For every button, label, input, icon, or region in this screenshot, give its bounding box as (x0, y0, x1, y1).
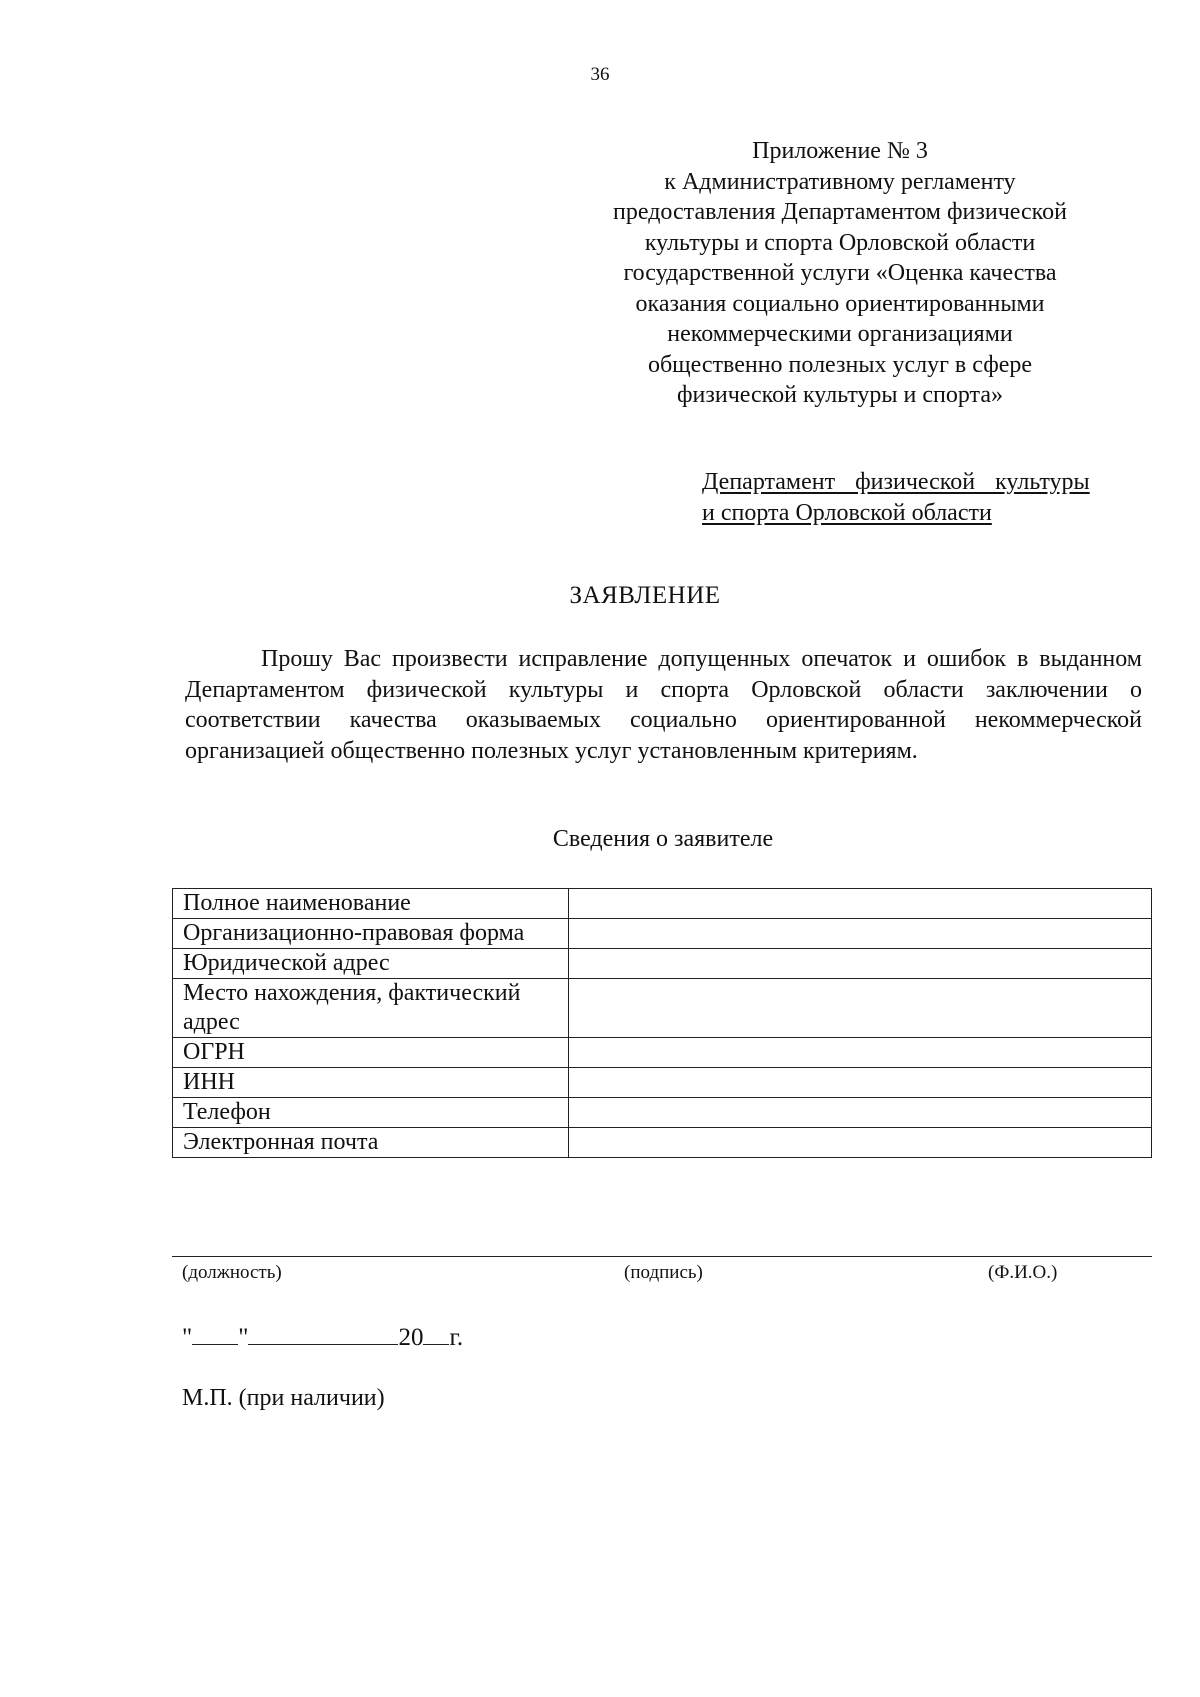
date-line (182, 1322, 463, 1352)
request-text: Прошу Вас произвести исправление допущенных опечаток и ошибок в выданном Департаментом физической культуры и спорта Орловской области заключении о соответствии качества оказываемых социально ориентированной некоммерческой организацией общественно полезных услуг установленным критериям. (185, 646, 1142, 764)
row-label: Телефон (173, 1098, 569, 1128)
row-label: ОГРН (173, 1038, 569, 1068)
row-value-field[interactable] (569, 979, 1152, 1038)
year-blank[interactable] (423, 1322, 449, 1345)
appendix-line: оказания социально ориентированными (635, 290, 1045, 317)
addressee-line: и спорта Орловской области (702, 500, 992, 526)
table-row (173, 1098, 1152, 1128)
appendix-header (600, 136, 1080, 411)
row-label: Полное наименование (173, 889, 569, 919)
row-value-field[interactable] (569, 1098, 1152, 1128)
row-label: ИНН (173, 1068, 569, 1098)
row-label: Электронная почта (173, 1128, 569, 1158)
table-row (173, 919, 1152, 949)
row-value-field[interactable] (569, 949, 1152, 979)
appendix-line: некоммерческими организациями (667, 321, 1013, 347)
month-blank[interactable] (248, 1322, 398, 1345)
appendix-line: к Административному регламенту (664, 168, 1016, 195)
table-row (173, 889, 1152, 919)
table-row (173, 1068, 1152, 1098)
row-value-field[interactable] (569, 1068, 1152, 1098)
document-title: ЗАЯВЛЕНИЕ (569, 582, 721, 609)
appendix-line: физической культуры и спорта» (676, 382, 1003, 408)
signature-label: (подпись) (624, 1262, 703, 1283)
appendix-line: культуры и спорта Орловской области (644, 229, 1036, 256)
full-name-label: (Ф.И.О.) (988, 1262, 1058, 1283)
date-quote-close: " (238, 1324, 249, 1351)
row-value-field[interactable] (569, 919, 1152, 949)
row-value-field[interactable] (569, 889, 1152, 919)
table-row (173, 949, 1152, 979)
row-label: Организационно-правовая форма (173, 919, 569, 949)
position-label: (должность) (182, 1262, 282, 1283)
stamp-label: М.П. (при наличии) (182, 1385, 385, 1411)
page-number: 36 (590, 64, 610, 85)
appendix-line: государственной услуги «Оценка качества (623, 260, 1057, 286)
table-row (173, 979, 1152, 1038)
appendix-line: общественно полезных услуг в сфере (647, 351, 1033, 378)
table-row (173, 1128, 1152, 1158)
appendix-line: предоставления Департаментом физической (613, 199, 1067, 225)
addressee (702, 467, 1122, 529)
appendix-line: Приложение № 3 (752, 138, 928, 164)
row-label: Юридической адрес (173, 949, 569, 979)
row-label: Место нахождения, фактический адрес (173, 979, 569, 1038)
day-blank[interactable] (192, 1322, 238, 1345)
row-value-field[interactable] (569, 1038, 1152, 1068)
signature-line[interactable] (172, 1256, 1152, 1257)
row-value-field[interactable] (569, 1128, 1152, 1158)
year-prefix: 20 (398, 1324, 424, 1351)
section-title: Сведения о заявителе (552, 826, 774, 852)
applicant-info-table (172, 888, 1152, 1158)
year-suffix: г. (449, 1324, 464, 1351)
date-quote-open: " (182, 1324, 193, 1351)
addressee-line: Департамент физической культуры (702, 469, 1090, 495)
table-row (173, 1038, 1152, 1068)
